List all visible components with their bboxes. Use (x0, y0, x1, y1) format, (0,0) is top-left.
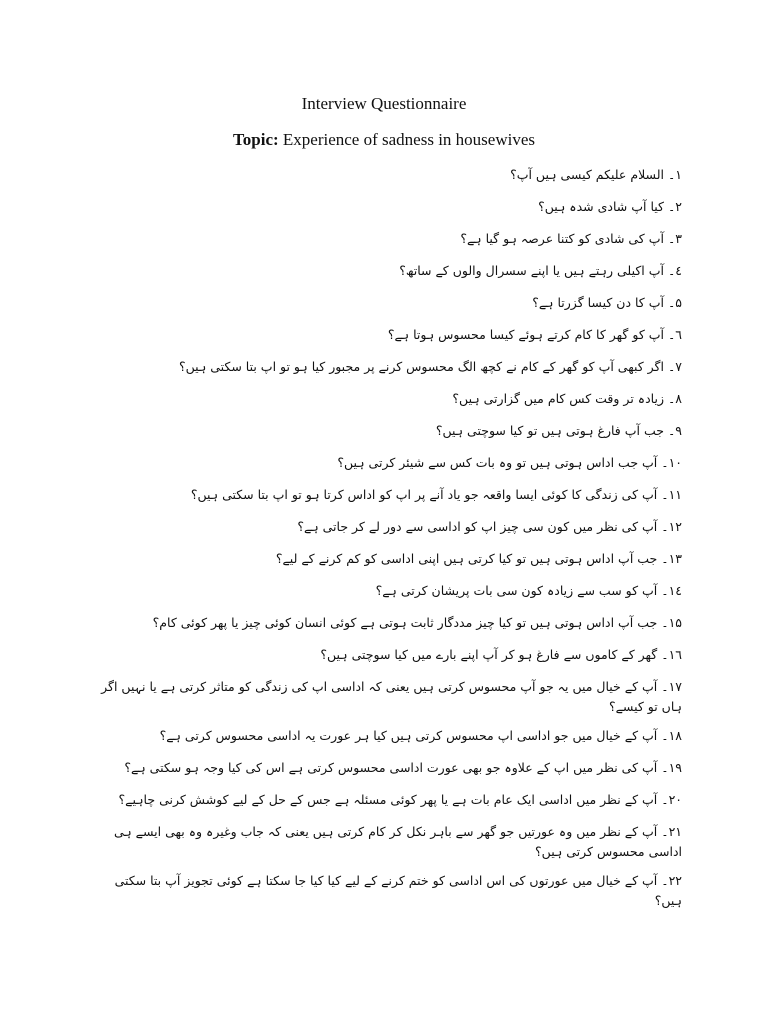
question-item: ۲۔ کیا آپ شادی شدہ ہیں؟ (538, 199, 682, 214)
question-item: ۱۔ السلام علیکم کیسی ہیں آپ؟ (510, 167, 682, 182)
question-list (96, 160, 682, 918)
document-title: Interview Questionnaire (301, 94, 467, 113)
question-item: ۲۲۔ آپ کے خیال میں عورتوں کی اس اداسی کو ختم کرنے کے لیے کیا کیا جا سکتا ہے کوئی تجویز آپ بتا سکتی ہیں؟ (114, 873, 682, 908)
question-item: ۹۔ جب آپ فارغ ہوتی ہیں تو کیا سوچتی ہیں؟ (435, 423, 682, 438)
question-item: ۱۳۔ جب آپ اداس ہوتی ہیں تو کیا کرتی ہیں اپنی اداسی کو کم کرنے کے لیے؟ (275, 551, 682, 566)
question-item: ٦۔ آپ کو گھر کا کام کرتے ہوئے کیسا محسوس ہوتا ہے؟ (387, 327, 682, 342)
document-topic (0, 128, 768, 152)
question-item: ۱۷۔ آپ کے خیال میں یہ جو آپ محسوس کرتی ہیں یعنی کہ اداسی اپ کی زندگی کو متاثر کرتی ہے یا نہیں اگر ہاں تو کیسے؟ (101, 679, 682, 714)
question-item: ۳۔ آپ کی شادی کو کتنا عرصہ ہو گیا ہے؟ (460, 231, 682, 246)
question-item: ۲۰۔ آپ کے نظر میں اداسی ایک عام بات ہے یا پھر کوئی مسئلہ ہے جس کے حل کے لیے کوشش کرنی چاہیے؟ (118, 792, 682, 807)
question-item: ۱۵۔ جب آپ اداس ہوتی ہیں تو کیا چیز مددگار ثابت ہوتی ہے کوئی انسان کوئی چیز یا پھر کوئی کام؟ (152, 615, 682, 630)
question-item: ۵۔ آپ کا دن کیسا گزرتا ہے؟ (532, 295, 682, 310)
question-item: ۸۔ زیادہ تر وقت کس کام میں گزارتی ہیں؟ (452, 391, 682, 406)
question-item: ۱۸۔ آپ کے خیال میں جو اداسی اپ محسوس کرتی ہیں کیا ہر عورت یہ اداسی محسوس کرتی ہے؟ (159, 728, 682, 743)
question-item: ۷۔ اگر کبھی آپ کو گھر کے کام نے کچھ الگ محسوس کرنے پر مجبور کیا ہو تو اپ بتا سکتی ہیں؟ (179, 359, 682, 374)
question-item: ۱۲۔ آپ کی نظر میں کون سی چیز اپ کو اداسی سے دور لے کر جاتی ہے؟ (297, 519, 682, 534)
question-item: ۱٦۔ گھر کے کاموں سے فارغ ہو کر آپ اپنے بارے میں کیا سوچتی ہیں؟ (320, 647, 682, 662)
question-item: ٤۔ آپ اکیلی رہتے ہیں یا اپنے سسرال والوں کے ساتھ؟ (399, 263, 682, 278)
question-item: ۲۱۔ آپ کے نظر میں وہ عورتیں جو گھر سے باہر نکل کر کام کرتی ہیں یعنی کہ جاب وغیرہ وہ بھی ایسے ہی اداسی محسوس کرتی ہیں؟ (113, 824, 682, 859)
question-item: ۱۹۔ آپ کی نظر میں اپ کے علاوہ جو بھی عورت اداسی محسوس کرتی ہے اس کی کیا وجہ ہو سکتی ہے؟ (124, 760, 682, 775)
topic-text: Experience of sadness in housewives (278, 130, 536, 149)
topic-label: Topic: (232, 130, 279, 149)
question-item: ۱۰۔ آپ جب اداس ہوتی ہیں تو وہ بات کس سے شیئر کرتی ہیں؟ (337, 455, 682, 470)
question-item: ۱۱۔ آپ کی زندگی کا کوئی ایسا واقعہ جو یاد آنے پر اپ کو اداس کرتا ہو تو اپ بتا سکتی ہیں؟ (190, 487, 682, 502)
question-item: ۱٤۔ آپ کو سب سے زیادہ کون سی بات پریشان کرتی ہے؟ (375, 583, 682, 598)
